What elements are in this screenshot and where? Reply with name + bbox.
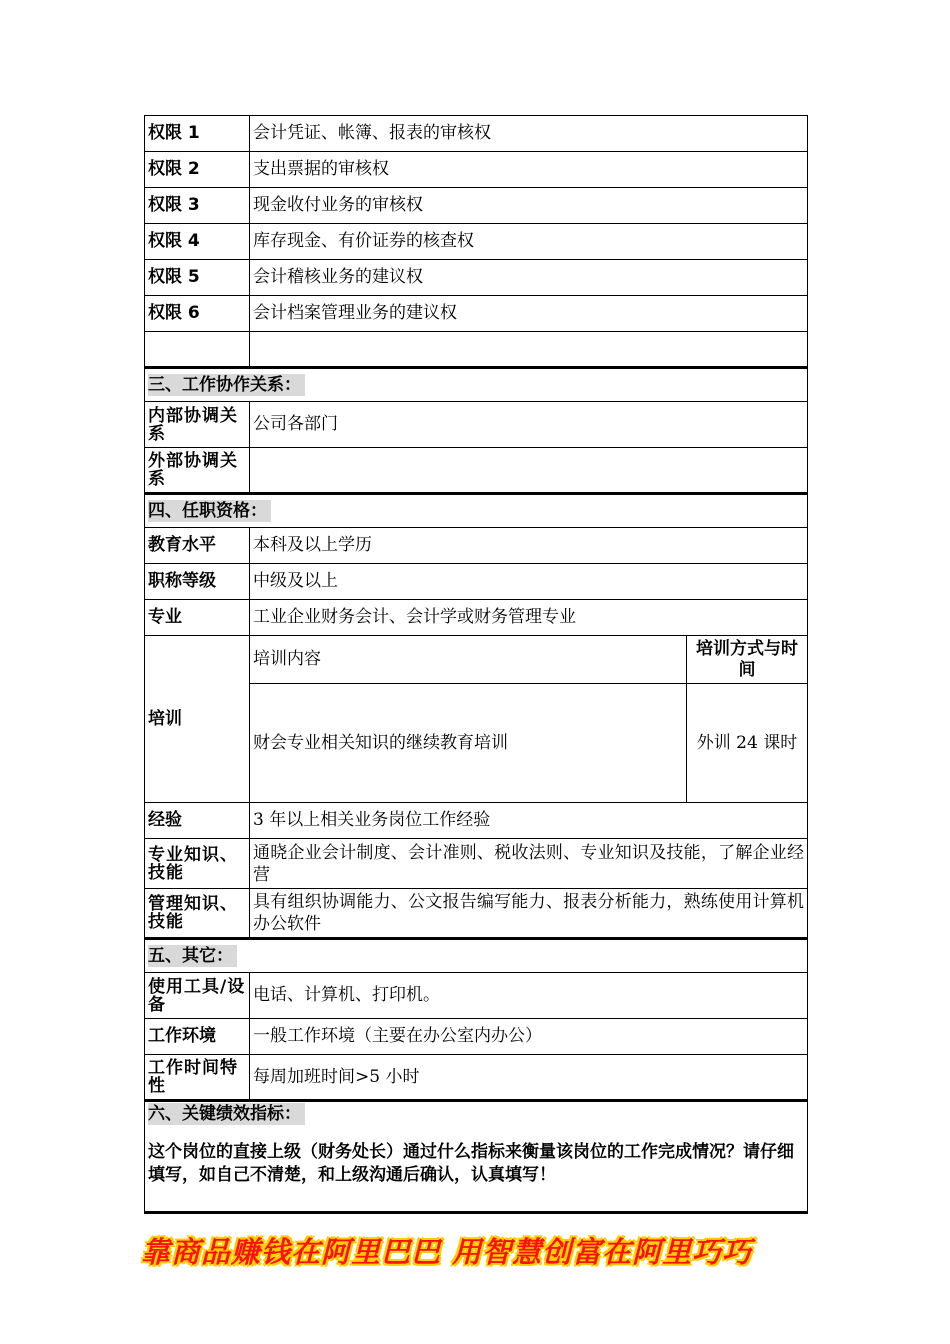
training-method-header: 培训方式与时间 <box>687 636 808 684</box>
internal-coordination-row <box>145 402 808 448</box>
permission-label: 权限 1 <box>145 116 250 152</box>
job-description-table <box>144 115 808 1214</box>
permission-label: 权限 4 <box>145 224 250 260</box>
permission-row <box>145 152 808 188</box>
management-knowledge-label: 管理知识、技能 <box>145 889 250 939</box>
permission-value: 会计稽核业务的建议权 <box>250 260 808 296</box>
major-row <box>145 600 808 636</box>
training-content-header: 培训内容 <box>250 636 687 684</box>
environment-row <box>145 1019 808 1055</box>
experience-label: 经验 <box>145 803 250 839</box>
management-knowledge-value: 具有组织协调能力、公文报告编写能力、报表分析能力，熟练使用计算机办公软件 <box>250 889 808 939</box>
work-time-row <box>145 1055 808 1101</box>
training-method: 外训 24 课时 <box>687 684 808 803</box>
experience-value: 3 年以上相关业务岗位工作经验 <box>250 803 808 839</box>
professional-knowledge-value: 通晓企业会计制度、会计准则、税收法则、专业知识及技能，了解企业经营 <box>250 839 808 889</box>
permission-label: 权限 2 <box>145 152 250 188</box>
kpi-section <box>145 1101 808 1213</box>
environment-value: 一般工作环境（主要在办公室内办公） <box>250 1019 808 1055</box>
section-header-row <box>145 939 808 973</box>
education-value: 本科及以上学历 <box>250 528 808 564</box>
permission-value: 现金收付业务的审核权 <box>250 188 808 224</box>
professional-knowledge-row <box>145 839 808 889</box>
title-level-row <box>145 564 808 600</box>
permission-label: 权限 6 <box>145 296 250 332</box>
permission-label: 权限 5 <box>145 260 250 296</box>
kpi-section-row <box>145 1101 808 1213</box>
section-title-text: 四、任职资格： <box>148 500 271 522</box>
promo-banner: 靠商品赚钱在阿里巴巴 用智慧创富在阿里巧巧 <box>141 1235 753 1269</box>
section-title <box>145 494 808 528</box>
section-header-row <box>145 368 808 402</box>
section-header-row <box>145 494 808 528</box>
section-title-text: 三、工作协作关系： <box>148 374 305 396</box>
permission-value: 会计凭证、帐簿、报表的审核权 <box>250 116 808 152</box>
training-label: 培训 <box>145 636 250 803</box>
title-level-label: 职称等级 <box>145 564 250 600</box>
tools-row <box>145 973 808 1019</box>
permission-value: 库存现金、有价证券的核查权 <box>250 224 808 260</box>
external-coordination-label: 外部协调关系 <box>145 448 250 494</box>
section-title-text: 六、关键绩效指标： <box>148 1103 305 1125</box>
empty-cell <box>145 332 250 368</box>
permission-row <box>145 296 808 332</box>
major-value: 工业企业财务会计、会计学或财务管理专业 <box>250 600 808 636</box>
professional-knowledge-label: 专业知识、技能 <box>145 839 250 889</box>
section-title <box>145 939 808 973</box>
training-content: 财会专业相关知识的继续教育培训 <box>250 684 687 803</box>
education-label: 教育水平 <box>145 528 250 564</box>
management-knowledge-row <box>145 889 808 939</box>
internal-coordination-value: 公司各部门 <box>250 402 808 448</box>
section-title-text: 五、其它： <box>148 945 237 967</box>
major-label: 专业 <box>145 600 250 636</box>
education-row <box>145 528 808 564</box>
job-description-document <box>144 115 807 1214</box>
work-time-value: 每周加班时间>5 小时 <box>250 1055 808 1101</box>
title-level-value: 中级及以上 <box>250 564 808 600</box>
tools-label: 使用工具/设备 <box>145 973 250 1019</box>
permission-label: 权限 3 <box>145 188 250 224</box>
empty-row <box>145 332 808 368</box>
experience-row <box>145 803 808 839</box>
tools-value: 电话、计算机、打印机。 <box>250 973 808 1019</box>
permission-row <box>145 224 808 260</box>
work-time-label: 工作时间特性 <box>145 1055 250 1101</box>
permission-row <box>145 116 808 152</box>
external-coordination-value <box>250 448 808 494</box>
internal-coordination-label: 内部协调关系 <box>145 402 250 448</box>
permission-value: 会计档案管理业务的建议权 <box>250 296 808 332</box>
environment-label: 工作环境 <box>145 1019 250 1055</box>
empty-cell <box>250 332 808 368</box>
training-header-row <box>145 636 808 684</box>
permission-row <box>145 188 808 224</box>
permission-row <box>145 260 808 296</box>
section-title <box>145 368 808 402</box>
external-coordination-row <box>145 448 808 494</box>
permission-value: 支出票据的审核权 <box>250 152 808 188</box>
kpi-instruction: 这个岗位的直接上级（财务处长）通过什么指标来衡量该岗位的工作完成情况？请仔细填写，如自己不清楚，和上级沟通后确认，认真填写！ <box>148 1142 794 1185</box>
